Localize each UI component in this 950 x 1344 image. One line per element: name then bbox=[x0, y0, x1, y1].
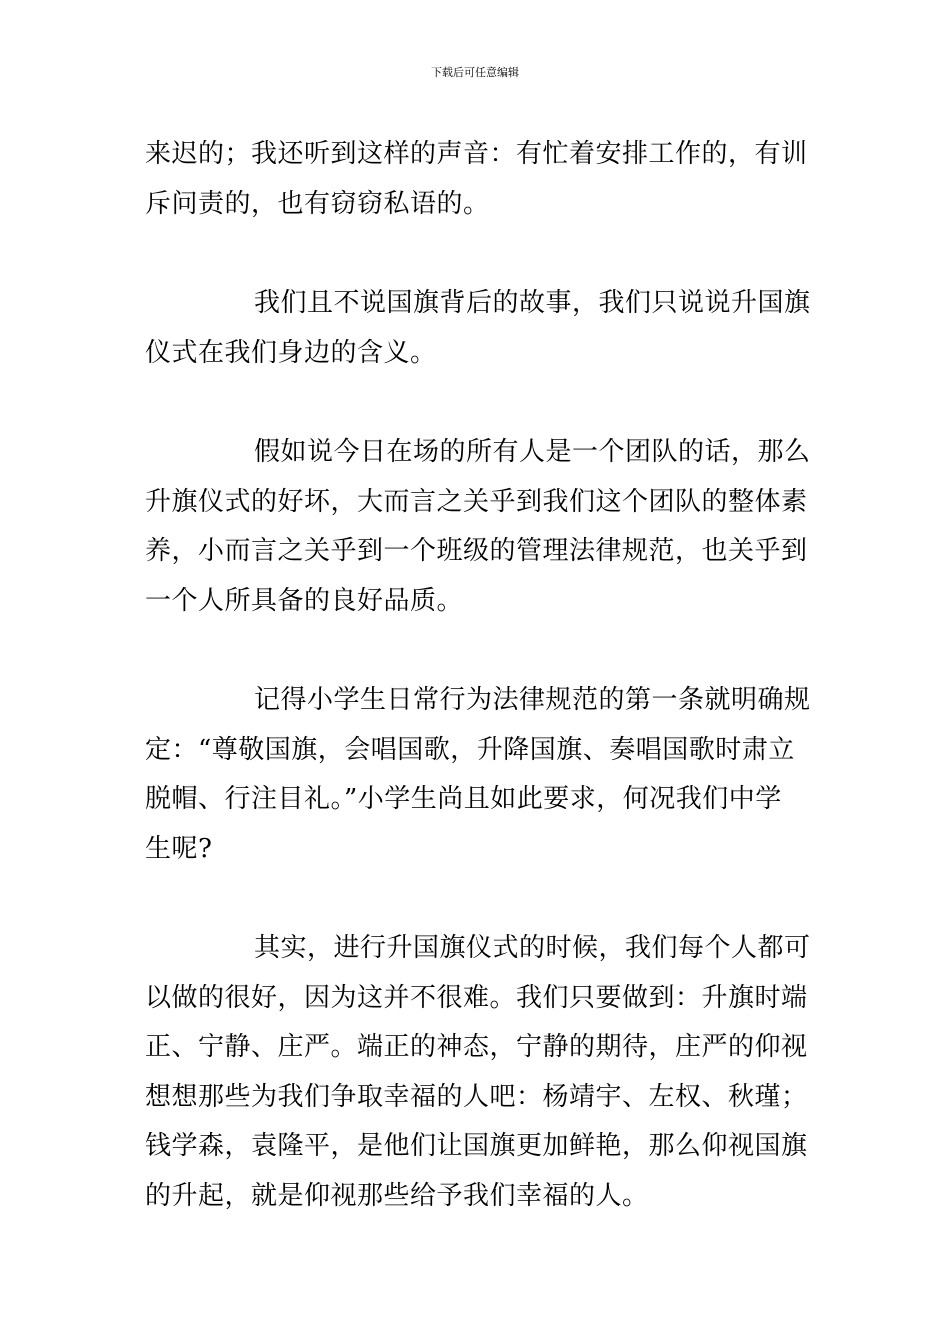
paragraph-4 bbox=[145, 676, 810, 874]
paragraph-line: 定：“尊敬国旗，会唱国歌，升降国旗、奏唱国歌时肃立 bbox=[145, 734, 795, 765]
paragraph-line: 其实，进行升国旗仪式的时候，我们每个人都可 bbox=[254, 933, 811, 963]
paragraph-line: 记得小学生日常行为法律规范的第一条就明确规 bbox=[254, 685, 811, 715]
paragraph-line: 来迟的；我还听到这样的声音：有忙着安排工作的，有训 bbox=[145, 139, 808, 169]
paragraph-line: 仪式在我们身边的含义。 bbox=[145, 337, 437, 368]
paragraph-line: 生呢? bbox=[145, 833, 213, 864]
paragraph-2 bbox=[145, 279, 810, 378]
paragraph-line: 脱帽、行注目礼。”小学生尚且如此要求，何况我们中学 bbox=[145, 784, 782, 814]
paragraph-line: 以做的很好，因为这并不很难。我们只要做到：升旗时端 bbox=[145, 982, 808, 1013]
paragraph-line: 正、宁静、庄严。端正的神态，宁静的期待，庄严的仰视 bbox=[145, 1032, 808, 1062]
paragraph-line: 斥问责的，也有窃窃私语的。 bbox=[145, 188, 490, 219]
paragraph-line: 钱学森，袁隆平，是他们让国旗更加鲜艳，那么仰视国旗 bbox=[145, 1131, 808, 1161]
paragraph-line: 的升起，就是仰视那些给予我们幸福的人。 bbox=[145, 1180, 649, 1211]
paragraph-1 bbox=[145, 130, 810, 229]
paragraph-line: 我们且不说国旗背后的故事，我们只说说升国旗 bbox=[254, 288, 811, 318]
paragraph-line: 升旗仪式的好坏，大而言之关乎到我们这个团队的整体素 bbox=[145, 486, 808, 517]
paragraph-5 bbox=[145, 924, 810, 1221]
paragraph-line: 一个人所具备的良好品质。 bbox=[145, 585, 464, 616]
paragraph-3 bbox=[145, 428, 810, 626]
paragraph-line: 假如说今日在场的所有人是一个团队的话，那么 bbox=[254, 437, 811, 467]
page-header: 下载后可任意编辑 bbox=[431, 66, 519, 79]
document-body bbox=[145, 130, 810, 1221]
paragraph-line: 想想那些为我们争取幸福的人吧：杨靖宇、左权、秋瑾； bbox=[145, 1081, 808, 1112]
paragraph-line: 养，小而言之关乎到一个班级的管理法律规范，也关乎到 bbox=[145, 536, 808, 566]
